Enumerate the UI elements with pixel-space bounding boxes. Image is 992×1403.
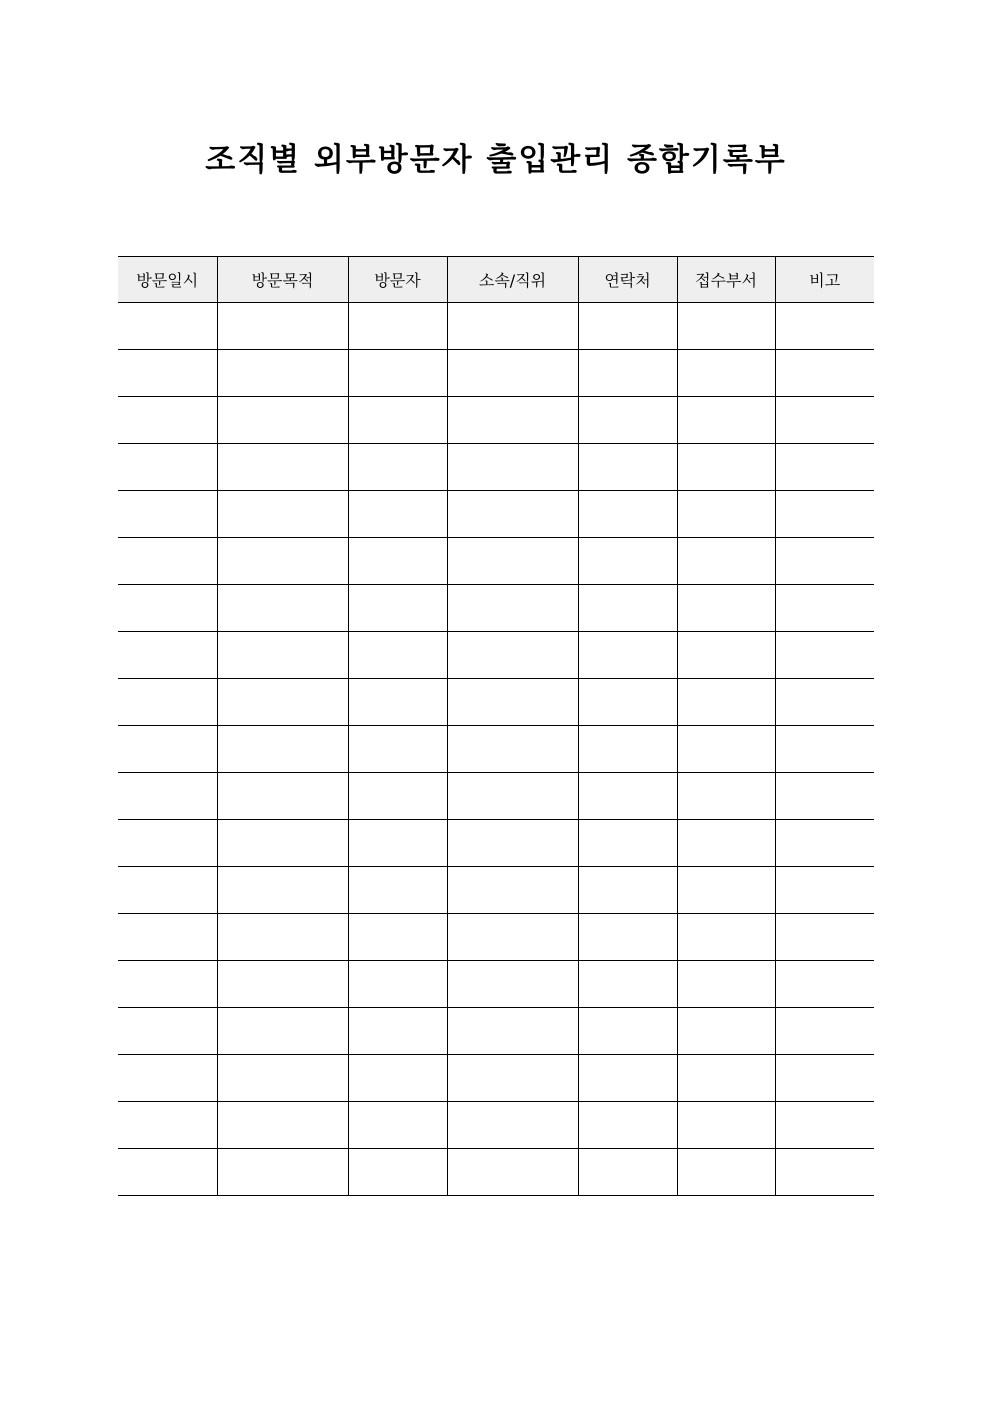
table-cell[interactable] xyxy=(118,820,217,867)
table-cell[interactable] xyxy=(217,1008,348,1055)
table-cell[interactable] xyxy=(447,726,578,773)
table-cell[interactable] xyxy=(775,538,874,585)
table-cell[interactable] xyxy=(118,1149,217,1196)
table-cell[interactable] xyxy=(578,1008,677,1055)
table-cell[interactable] xyxy=(118,867,217,914)
table-cell[interactable] xyxy=(775,679,874,726)
table-cell[interactable] xyxy=(348,1149,447,1196)
table-cell[interactable] xyxy=(775,350,874,397)
table-cell[interactable] xyxy=(578,350,677,397)
table-cell[interactable] xyxy=(447,820,578,867)
table-cell[interactable] xyxy=(118,1102,217,1149)
table-row xyxy=(118,867,874,914)
table-cell[interactable] xyxy=(348,350,447,397)
table-cell[interactable] xyxy=(348,585,447,632)
table-row xyxy=(118,444,874,491)
table-cell[interactable] xyxy=(447,1149,578,1196)
table-cell[interactable] xyxy=(578,303,677,350)
table-cell[interactable] xyxy=(348,538,447,585)
table-cell[interactable] xyxy=(447,679,578,726)
table-cell[interactable] xyxy=(447,632,578,679)
table-cell[interactable] xyxy=(677,726,775,773)
table-cell[interactable] xyxy=(217,773,348,820)
table-cell[interactable] xyxy=(348,867,447,914)
table-cell[interactable] xyxy=(578,491,677,538)
table-cell[interactable] xyxy=(775,1008,874,1055)
table-cell[interactable] xyxy=(118,961,217,1008)
table-body xyxy=(118,303,874,1196)
table-cell[interactable] xyxy=(217,1055,348,1102)
table-row xyxy=(118,632,874,679)
table-cell[interactable] xyxy=(677,350,775,397)
table-row xyxy=(118,961,874,1008)
table-cell[interactable] xyxy=(447,397,578,444)
table-cell[interactable] xyxy=(775,491,874,538)
table-cell[interactable] xyxy=(447,585,578,632)
column-header: 비고 xyxy=(775,257,874,303)
table-cell[interactable] xyxy=(677,1149,775,1196)
table-row xyxy=(118,1008,874,1055)
table-cell[interactable] xyxy=(348,397,447,444)
table-row xyxy=(118,491,874,538)
table-cell[interactable] xyxy=(578,444,677,491)
table-cell[interactable] xyxy=(217,538,348,585)
table-cell[interactable] xyxy=(348,444,447,491)
table-cell[interactable] xyxy=(118,726,217,773)
table-cell[interactable] xyxy=(118,585,217,632)
table-cell[interactable] xyxy=(348,820,447,867)
table-row xyxy=(118,538,874,585)
table-cell[interactable] xyxy=(775,773,874,820)
table-cell[interactable] xyxy=(447,867,578,914)
table-cell[interactable] xyxy=(578,914,677,961)
table-cell[interactable] xyxy=(775,1055,874,1102)
table-cell[interactable] xyxy=(677,585,775,632)
table-cell[interactable] xyxy=(677,961,775,1008)
table-cell[interactable] xyxy=(775,961,874,1008)
table-cell[interactable] xyxy=(578,1149,677,1196)
table-cell[interactable] xyxy=(578,679,677,726)
table-cell[interactable] xyxy=(447,961,578,1008)
column-header: 소속/직위 xyxy=(447,257,578,303)
table-cell[interactable] xyxy=(447,773,578,820)
table-cell[interactable] xyxy=(118,773,217,820)
table-cell[interactable] xyxy=(677,1055,775,1102)
table-cell[interactable] xyxy=(447,1008,578,1055)
table-cell[interactable] xyxy=(348,1102,447,1149)
table-cell[interactable] xyxy=(775,444,874,491)
table-row xyxy=(118,773,874,820)
header-row xyxy=(118,257,874,303)
table-cell[interactable] xyxy=(677,538,775,585)
table-cell[interactable] xyxy=(775,397,874,444)
column-header: 방문목적 xyxy=(217,257,348,303)
table-cell[interactable] xyxy=(217,585,348,632)
table-cell[interactable] xyxy=(118,679,217,726)
table-cell[interactable] xyxy=(217,1102,348,1149)
table-cell[interactable] xyxy=(775,1149,874,1196)
page-title: 조직별 외부방문자 출입관리 종합기록부 xyxy=(205,142,787,178)
column-header: 방문일시 xyxy=(118,257,217,303)
table-cell[interactable] xyxy=(118,1008,217,1055)
table-cell[interactable] xyxy=(677,1102,775,1149)
table-cell[interactable] xyxy=(775,632,874,679)
table-cell[interactable] xyxy=(578,538,677,585)
table-cell[interactable] xyxy=(217,303,348,350)
table-cell[interactable] xyxy=(217,632,348,679)
table-cell[interactable] xyxy=(578,1055,677,1102)
table-row xyxy=(118,1149,874,1196)
table-cell[interactable] xyxy=(348,914,447,961)
column-header: 접수부서 xyxy=(677,257,775,303)
table-cell[interactable] xyxy=(447,1102,578,1149)
table-cell[interactable] xyxy=(775,1102,874,1149)
table-cell[interactable] xyxy=(447,914,578,961)
table-cell[interactable] xyxy=(217,444,348,491)
table-row xyxy=(118,679,874,726)
table-cell[interactable] xyxy=(217,914,348,961)
table-cell[interactable] xyxy=(447,491,578,538)
table-cell[interactable] xyxy=(447,538,578,585)
table-cell[interactable] xyxy=(118,914,217,961)
visitor-log-table xyxy=(118,256,874,1196)
table-cell[interactable] xyxy=(775,585,874,632)
table-cell[interactable] xyxy=(217,867,348,914)
table-cell[interactable] xyxy=(677,632,775,679)
table-cell[interactable] xyxy=(775,867,874,914)
table-cell[interactable] xyxy=(217,820,348,867)
table-cell[interactable] xyxy=(348,773,447,820)
table-cell[interactable] xyxy=(447,444,578,491)
table-cell[interactable] xyxy=(677,914,775,961)
table-cell[interactable] xyxy=(578,585,677,632)
column-header: 연락처 xyxy=(578,257,677,303)
table-row xyxy=(118,585,874,632)
table-cell[interactable] xyxy=(578,397,677,444)
table-cell[interactable] xyxy=(348,961,447,1008)
table-cell[interactable] xyxy=(217,679,348,726)
table-cell[interactable] xyxy=(118,350,217,397)
table-cell[interactable] xyxy=(118,303,217,350)
table-cell[interactable] xyxy=(348,491,447,538)
table-cell[interactable] xyxy=(578,632,677,679)
table-cell[interactable] xyxy=(217,1149,348,1196)
table-cell[interactable] xyxy=(217,491,348,538)
table-cell[interactable] xyxy=(578,961,677,1008)
table-cell[interactable] xyxy=(348,1055,447,1102)
table-cell[interactable] xyxy=(677,397,775,444)
table-cell[interactable] xyxy=(578,773,677,820)
table-cell[interactable] xyxy=(447,350,578,397)
table-cell[interactable] xyxy=(118,444,217,491)
table-row xyxy=(118,914,874,961)
table-cell[interactable] xyxy=(217,350,348,397)
table-cell[interactable] xyxy=(578,867,677,914)
table-cell[interactable] xyxy=(217,726,348,773)
table-row xyxy=(118,350,874,397)
table-cell[interactable] xyxy=(677,679,775,726)
table-cell[interactable] xyxy=(118,397,217,444)
table-cell[interactable] xyxy=(348,726,447,773)
table-cell[interactable] xyxy=(775,303,874,350)
table-cell[interactable] xyxy=(677,1008,775,1055)
table-cell[interactable] xyxy=(118,491,217,538)
table-cell[interactable] xyxy=(775,820,874,867)
table-cell[interactable] xyxy=(677,303,775,350)
table-cell[interactable] xyxy=(578,1102,677,1149)
table-cell[interactable] xyxy=(447,1055,578,1102)
table-cell[interactable] xyxy=(118,632,217,679)
table-cell[interactable] xyxy=(447,303,578,350)
table-cell[interactable] xyxy=(677,773,775,820)
table-cell[interactable] xyxy=(348,632,447,679)
table-cell[interactable] xyxy=(677,867,775,914)
table-row xyxy=(118,820,874,867)
table-cell[interactable] xyxy=(348,303,447,350)
table-cell[interactable] xyxy=(578,820,677,867)
table-cell[interactable] xyxy=(217,961,348,1008)
table-cell[interactable] xyxy=(217,397,348,444)
table-cell[interactable] xyxy=(578,726,677,773)
column-header: 방문자 xyxy=(348,257,447,303)
table-row xyxy=(118,1102,874,1149)
table-cell[interactable] xyxy=(348,1008,447,1055)
table-row xyxy=(118,397,874,444)
table-cell[interactable] xyxy=(775,914,874,961)
table-cell[interactable] xyxy=(775,726,874,773)
table-row xyxy=(118,303,874,350)
table-row xyxy=(118,726,874,773)
table-cell[interactable] xyxy=(118,538,217,585)
table-row xyxy=(118,1055,874,1102)
table-cell[interactable] xyxy=(677,444,775,491)
table-cell[interactable] xyxy=(118,1055,217,1102)
table-cell[interactable] xyxy=(677,820,775,867)
table-cell[interactable] xyxy=(677,491,775,538)
table-cell[interactable] xyxy=(348,679,447,726)
